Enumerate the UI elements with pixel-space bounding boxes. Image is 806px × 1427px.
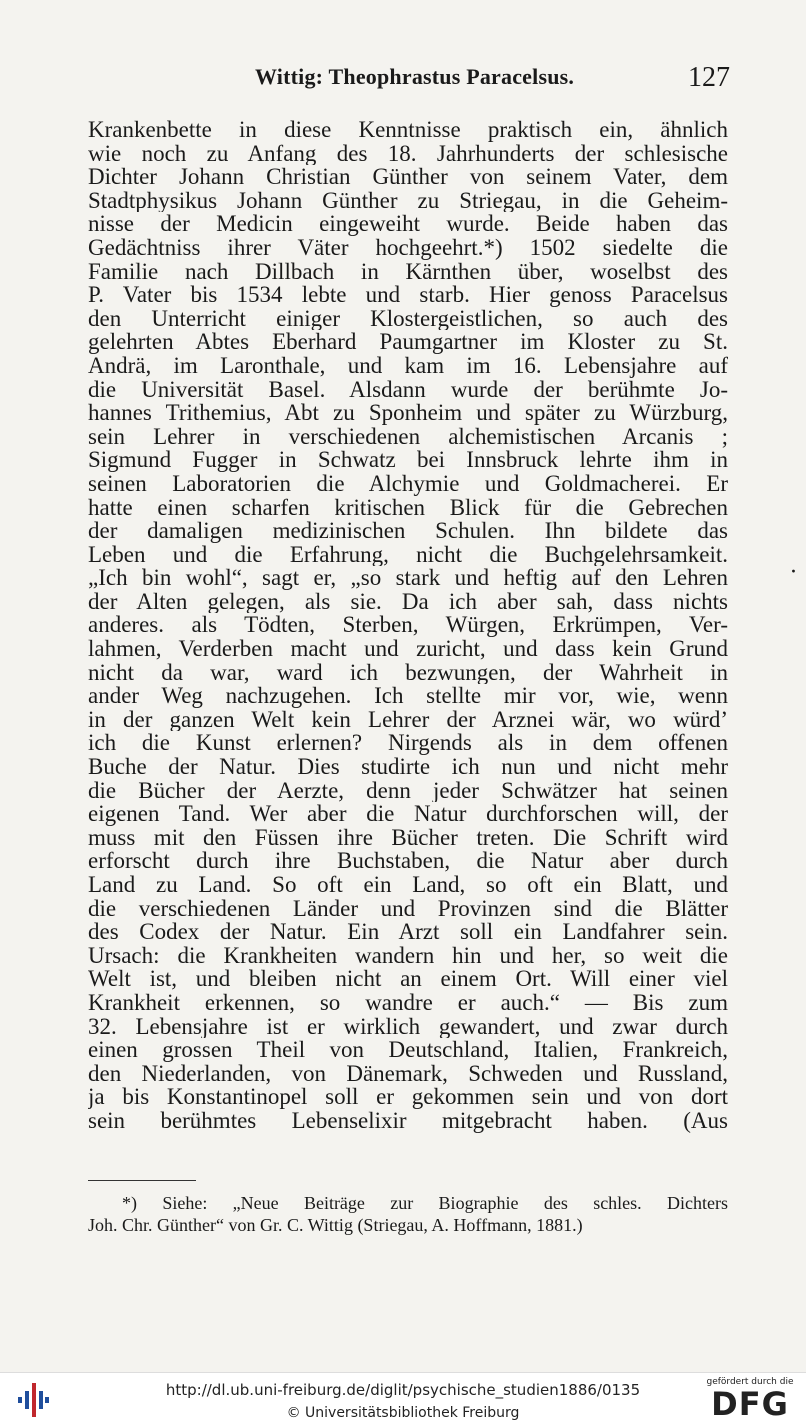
text-line: muss mit den Füssen ihre Bücher treten. Die Schrift wird <box>88 825 728 850</box>
footnote-rule <box>88 1180 196 1181</box>
text-line: 32. Lebensjahre ist er wirklich gewandert, und zwar durch <box>88 1014 728 1039</box>
text-line: gelehrten Abtes Eberhard Paumgartner im Kloster zu St. <box>88 330 728 354</box>
text-line: hannes Trithemius, Abt zu Sponheim und später zu Würzburg, <box>88 401 728 425</box>
text-line: Buche der Natur. Dies studirte ich nun und nicht mehr <box>88 755 728 779</box>
text-line: die verschiedenen Länder und Provinzen sind die Blätter <box>88 896 728 921</box>
text-line: Krankenbette in diese Kenntnisse praktisch ein, ähnlich <box>88 118 728 142</box>
text-line: einen grossen Theil von Deutschland, Italien, Frankreich, <box>88 1038 728 1062</box>
text-line: nicht da war, ward ich bezwungen, der Wahrheit in <box>88 660 728 685</box>
copyright-notice: © Universitätsbibliothek Freiburg <box>286 1405 520 1421</box>
text-line: des Codex der Natur. Ein Arzt soll ein Landfahrer sein. <box>88 920 728 944</box>
footnote-line: *) Siehe: „Neue Beiträge zur Biographie des schles. Dichters <box>122 1193 728 1213</box>
body-text <box>88 118 728 1133</box>
text-line: der damaligen medizinischen Schulen. Ihn bildete das <box>88 519 728 543</box>
text-line: sein Lehrer in verschiedenen alchemistischen Arcanis ; <box>88 424 728 449</box>
running-head: Wittig: Theophrastus Paracelsus. <box>255 64 575 89</box>
text-line: Sigmund Fugger in Schwatz bei Innsbruck lehrte ihm in <box>88 448 728 472</box>
text-line: ja bis Konstantinopel soll er gekommen sein und von dort <box>88 1085 728 1109</box>
text-line: hatte einen scharfen kritischen Blick für die Gebrechen <box>88 495 728 520</box>
text-line: den Niederlanden, von Dänemark, Schweden und Russland, <box>88 1061 728 1086</box>
footnote-line: Joh. Chr. Günther“ von Gr. C. Wittig (Striegau, A. Hoffmann, 1881.) <box>88 1215 583 1235</box>
page-number: 127 <box>688 62 730 93</box>
text-line: Leben und die Erfahrung, nicht die Buchgelehrsamkeit. <box>88 542 728 567</box>
text-line: in der ganzen Welt kein Lehrer der Arznei wär, wo würd’ <box>88 707 728 732</box>
dfg-caption: gefördert durch die <box>706 1377 794 1387</box>
margin-mark: · <box>790 560 797 585</box>
text-line: Welt ist, und bleiben nicht an einem Ort. Will einer viel <box>88 967 728 991</box>
footnote <box>88 1192 728 1236</box>
text-line: Dichter Johann Christian Günther von seinem Vater, dem <box>88 165 728 189</box>
text-line: eigenen Tand. Wer aber die Natur durchforschen will, der <box>88 802 728 826</box>
text-line: anderes. als Tödten, Sterben, Würgen, Erkrümpen, Ver- <box>88 613 728 638</box>
text-line: wie noch zu Anfang des 18. Jahrhunderts der schlesische <box>88 141 728 166</box>
text-line: ich die Kunst erlernen? Nirgends als in dem offenen <box>88 731 728 756</box>
text-line: Andrä, im Laronthale, und kam im 16. Lebensjahre auf <box>88 353 728 378</box>
text-line: Familie nach Dillbach in Kärnthen über, woselbst des <box>88 259 728 284</box>
text-line: die Universität Basel. Alsdann wurde der berühmte Jo- <box>88 377 728 402</box>
text-line: den Unterricht einiger Klostergeistlichen, so auch des <box>88 306 728 331</box>
text-line: Land zu Land. So oft ein Land, so oft ein Blatt, und <box>88 873 728 897</box>
text-line: die Bücher der Aerzte, denn jeder Schwätzer hat seinen <box>88 778 728 803</box>
text-line: seinen Laboratorien die Alchymie und Goldmacherei. Er <box>88 471 728 496</box>
dfg-logo <box>704 1377 796 1423</box>
text-line: sein berühmtes Lebenselixir mitgebracht haben. (Aus <box>88 1108 728 1133</box>
text-line: P. Vater bis 1534 lebte und starb. Hier genoss Paracelsus <box>88 283 728 307</box>
text-line: Ursach: die Krankheiten wandern hin und her, so weit die <box>88 943 728 968</box>
text-line: der Alten gelegen, als sie. Da ich aber sah, dass nichts <box>88 589 728 614</box>
source-url-link[interactable]: http://dl.ub.uni-freiburg.de/diglit/psychische_studien1886/0135 <box>165 1381 641 1399</box>
dfg-logo-text: DFG <box>711 1385 789 1423</box>
text-line: ander Weg nachzugehen. Ich stellte mir vor, wie, wenn <box>88 684 728 708</box>
text-line: lahmen, Verderben macht und zuricht, und dass kein Grund <box>88 637 728 661</box>
text-line: erforscht durch ihre Buchstaben, die Natur aber durch <box>88 849 728 873</box>
text-line: Gedächtniss ihrer Väter hochgeehrt.*) 1502 siedelte die <box>88 235 728 260</box>
viewer-footer <box>0 1372 806 1427</box>
text-line: Krankheit erkennen, so wandre er auch.“ — Bis zum <box>88 990 728 1015</box>
text-line: „Ich bin wohl“, sagt er, „so stark und heftig auf den Lehren <box>88 566 728 590</box>
text-line: Stadtphysikus Johann Günther zu Striegau, in die Geheim- <box>88 188 728 213</box>
text-line: nisse der Medicin eingeweiht wurde. Beide haben das <box>88 212 728 236</box>
